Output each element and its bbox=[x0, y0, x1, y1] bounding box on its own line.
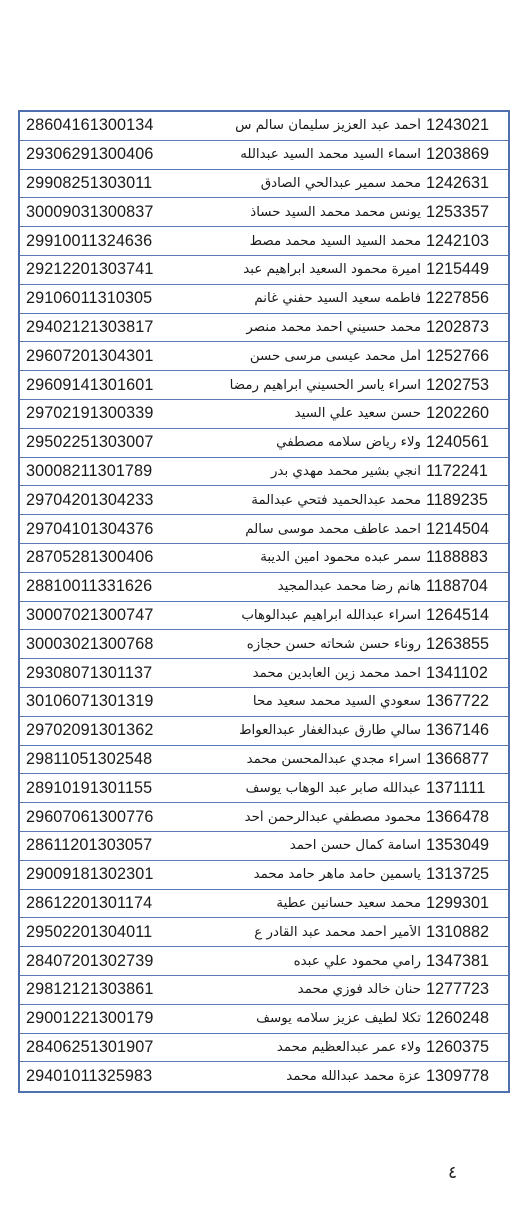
code-cell: 1341102 bbox=[426, 663, 488, 682]
code-cell: 1367722 bbox=[426, 692, 490, 711]
name-cell: محمد حسيني احمد محمد منصر bbox=[246, 319, 421, 335]
table-row bbox=[20, 602, 508, 631]
name-cell: اسراء ياسر الحسيني ابراهيم رمضا bbox=[229, 377, 421, 393]
name-cell: اسراء مجدي عبدالمحسن محمد bbox=[246, 751, 421, 767]
code-cell: 1309778 bbox=[426, 1067, 490, 1086]
name-cell: ياسمين حامد ماهر حامد محمد bbox=[253, 867, 421, 883]
national-id-cell: 30008211301789 bbox=[26, 461, 153, 480]
national-id-cell: 30007021300747 bbox=[26, 605, 154, 624]
code-cell: 1214504 bbox=[426, 519, 490, 538]
national-id-cell: 28810011331626 bbox=[26, 577, 153, 596]
table-row bbox=[20, 890, 508, 919]
national-id-cell: 29306291300406 bbox=[26, 145, 154, 164]
national-id-cell: 29811051302548 bbox=[26, 749, 153, 768]
name-cell: اميرة محمود السعيد ابراهيم عبد bbox=[243, 262, 421, 278]
name-cell: اسامة كمال حسن احمد bbox=[289, 838, 421, 854]
national-id-cell: 29401011325983 bbox=[26, 1067, 153, 1086]
code-cell: 1252766 bbox=[426, 346, 490, 365]
employee-table bbox=[18, 110, 510, 1093]
code-cell: 1260248 bbox=[426, 1009, 490, 1028]
national-id-cell: 29609141301601 bbox=[26, 375, 154, 394]
table-row bbox=[20, 976, 508, 1005]
name-cell: عبدالله صابر عبد الوهاب يوسف bbox=[245, 780, 421, 796]
table-row bbox=[20, 774, 508, 803]
code-cell: 1243021 bbox=[426, 116, 490, 135]
code-cell: 1172241 bbox=[426, 461, 488, 480]
name-cell: احمد محمد زين العابدين محمد bbox=[252, 665, 421, 681]
national-id-cell: 29607201304301 bbox=[26, 346, 154, 365]
table-row bbox=[20, 918, 508, 947]
national-id-cell: 29502201304011 bbox=[26, 922, 153, 941]
code-cell: 1215449 bbox=[426, 260, 490, 279]
code-cell: 1189235 bbox=[426, 490, 488, 509]
name-cell: أمل محمد عيسى مرسى حسن bbox=[249, 348, 421, 364]
table-row bbox=[20, 832, 508, 861]
national-id-cell: 29702191300339 bbox=[26, 404, 154, 423]
code-cell: 1263855 bbox=[426, 634, 490, 653]
table-row bbox=[20, 371, 508, 400]
national-id-cell: 29908251303011 bbox=[26, 173, 153, 192]
table-row bbox=[20, 1062, 508, 1091]
name-cell: تكلا لطيف عزيز سلامه يوسف bbox=[256, 1011, 421, 1027]
table-row bbox=[20, 630, 508, 659]
code-cell: 1240561 bbox=[426, 433, 490, 452]
national-id-cell: 29502251303007 bbox=[26, 433, 154, 452]
name-cell: محمد السيد السيد محمد مصط bbox=[249, 233, 421, 249]
table-row bbox=[20, 746, 508, 775]
code-cell: 1253357 bbox=[426, 202, 490, 221]
table-row bbox=[20, 342, 508, 371]
national-id-cell: 29910011324636 bbox=[26, 231, 153, 250]
table-row bbox=[20, 515, 508, 544]
code-cell: 1371111 bbox=[426, 778, 486, 797]
table-row bbox=[20, 198, 508, 227]
table-row bbox=[20, 285, 508, 314]
name-cell: انجي بشير محمد مهدي بدر bbox=[270, 463, 421, 479]
code-cell: 1353049 bbox=[426, 836, 490, 855]
code-cell: 1277723 bbox=[426, 980, 490, 999]
table-row bbox=[20, 227, 508, 256]
code-cell: 1242631 bbox=[426, 173, 490, 192]
national-id-cell: 30003021300768 bbox=[26, 634, 154, 653]
national-id-cell: 28406251301907 bbox=[26, 1037, 154, 1056]
code-cell: 1366877 bbox=[426, 749, 490, 768]
code-cell: 1188704 bbox=[426, 577, 488, 596]
name-cell: احمد عاطف محمد موسى سالم bbox=[245, 521, 421, 537]
table-row bbox=[20, 400, 508, 429]
page-number: ٤ bbox=[448, 1163, 458, 1183]
national-id-cell: 28407201302739 bbox=[26, 951, 154, 970]
code-cell: 1227856 bbox=[426, 289, 490, 308]
national-id-cell: 29308071301137 bbox=[26, 663, 153, 682]
code-cell: 1313725 bbox=[426, 865, 490, 884]
national-id-cell: 29812121303861 bbox=[26, 980, 154, 999]
national-id-cell: 28705281300406 bbox=[26, 548, 154, 567]
name-cell: ولاء عمر عبدالعظيم محمد bbox=[276, 1039, 421, 1055]
code-cell: 1202873 bbox=[426, 317, 490, 336]
table-row bbox=[20, 141, 508, 170]
national-id-cell: 28611201303057 bbox=[26, 836, 153, 855]
table-row bbox=[20, 573, 508, 602]
national-id-cell: 29704101304376 bbox=[26, 519, 154, 538]
code-cell: 1242103 bbox=[426, 231, 490, 250]
national-id-cell: 29009181302301 bbox=[26, 865, 154, 884]
name-cell: روناء حسن شحاته حسن حجازه bbox=[246, 636, 421, 652]
table-row bbox=[20, 486, 508, 515]
code-cell: 1264514 bbox=[426, 605, 490, 624]
table-row bbox=[20, 256, 508, 285]
national-id-cell: 29402121303817 bbox=[26, 317, 154, 336]
national-id-cell: 30009031300837 bbox=[26, 202, 154, 221]
name-cell: محمد عبدالحميد فتحي عبدالمة bbox=[251, 492, 421, 508]
name-cell: هانم رضا محمد عبدالمجيد bbox=[277, 579, 421, 595]
name-cell: رامي محمود علي عبده bbox=[293, 953, 421, 969]
name-cell: حنان خالد فوزي محمد bbox=[297, 982, 421, 998]
code-cell: 1202260 bbox=[426, 404, 490, 423]
table-row bbox=[20, 544, 508, 573]
table-row bbox=[20, 170, 508, 199]
name-cell: سعودي السيد محمد سعيد محا bbox=[252, 694, 421, 710]
name-cell: الأمير أحمد محمد عبد القادر ع bbox=[254, 924, 421, 940]
national-id-cell: 28604161300134 bbox=[26, 116, 154, 135]
table-row bbox=[20, 429, 508, 458]
table-row bbox=[20, 861, 508, 890]
code-cell: 1310882 bbox=[426, 922, 490, 941]
name-cell: محمود مصطفي عبدالرحمن أحد bbox=[244, 809, 421, 825]
national-id-cell: 29607061300776 bbox=[26, 807, 154, 826]
name-cell: سالي طارق عبدالغفار عبدالعواط bbox=[239, 723, 421, 739]
national-id-cell: 29704201304233 bbox=[26, 490, 154, 509]
national-id-cell: 29001221300179 bbox=[26, 1009, 154, 1028]
name-cell: ولاء رياض سلامه مصطفي bbox=[276, 435, 421, 451]
name-cell: اسماء السيد محمد السيد عبدالله bbox=[240, 147, 421, 163]
code-cell: 1202753 bbox=[426, 375, 490, 394]
table-row bbox=[20, 458, 508, 487]
code-cell: 1260375 bbox=[426, 1037, 490, 1056]
code-cell: 1188883 bbox=[426, 548, 488, 567]
name-cell: محمد سمير عبدالحي الصادق bbox=[260, 175, 421, 191]
code-cell: 1347381 bbox=[426, 951, 490, 970]
name-cell: حسن سعيد علي السيد bbox=[294, 406, 421, 422]
table-row bbox=[20, 112, 508, 141]
name-cell: فاطمه سعيد السيد حفني غانم bbox=[254, 291, 421, 307]
code-cell: 1367146 bbox=[426, 721, 490, 740]
name-cell: محمد سعيد حسانين عطية bbox=[276, 895, 421, 911]
table-row bbox=[20, 803, 508, 832]
table-row bbox=[20, 314, 508, 343]
national-id-cell: 29702091301362 bbox=[26, 721, 154, 740]
name-cell: عزة محمد عبدالله محمد bbox=[286, 1069, 421, 1085]
code-cell: 1299301 bbox=[426, 893, 490, 912]
national-id-cell: 29106011310305 bbox=[26, 289, 153, 308]
table-row bbox=[20, 717, 508, 746]
name-cell: اسراء عبدالله ابراهيم عبدالوهاب bbox=[241, 607, 421, 623]
national-id-cell: 28612201301174 bbox=[26, 893, 153, 912]
name-cell: يونس محمد محمد السيد حساذ bbox=[250, 204, 421, 220]
table-row bbox=[20, 659, 508, 688]
table-row bbox=[20, 688, 508, 717]
table-row bbox=[20, 1005, 508, 1034]
national-id-cell: 30106071301319 bbox=[26, 692, 154, 711]
code-cell: 1366478 bbox=[426, 807, 490, 826]
name-cell: سمر عبده محمود امين الديبة bbox=[260, 550, 421, 566]
national-id-cell: 29212201303741 bbox=[26, 260, 154, 279]
name-cell: أحمد عبد العزيز سليمان سالم س bbox=[235, 118, 421, 134]
national-id-cell: 28910191301155 bbox=[26, 778, 153, 797]
code-cell: 1203869 bbox=[426, 145, 490, 164]
table-row bbox=[20, 1034, 508, 1063]
table-row bbox=[20, 947, 508, 976]
